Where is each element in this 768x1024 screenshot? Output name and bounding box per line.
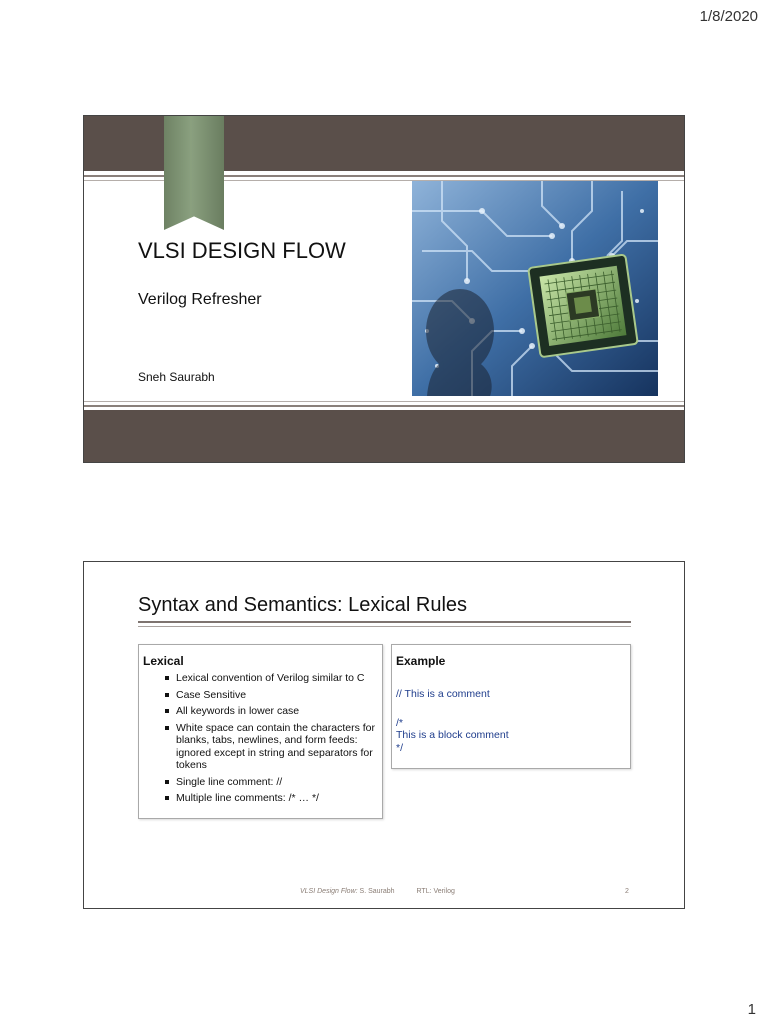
- list-item: Lexical convention of Verilog similar to C: [165, 672, 378, 685]
- lexical-heading: Lexical: [143, 654, 184, 668]
- list-item: All keywords in lower case: [165, 705, 378, 718]
- slide-subtitle: Verilog Refresher: [138, 291, 262, 308]
- title-rule: [138, 621, 631, 623]
- lexical-bullet-list: [143, 672, 378, 805]
- author-name: Sneh Saurabh: [138, 370, 215, 384]
- slide-footer: [300, 888, 455, 895]
- example-heading: Example: [396, 654, 446, 668]
- slide-title: VLSI DESIGN FLOW: [138, 238, 346, 263]
- title-slide: [83, 115, 685, 463]
- bookmark-ribbon: [164, 116, 224, 230]
- circuit-board-chip-icon: [412, 181, 658, 396]
- block-comment-text: This is a block comment: [396, 729, 509, 741]
- footer-course: VLSI Design Flow:: [300, 888, 358, 895]
- bottom-band: [84, 410, 684, 462]
- slide-page-number: 2: [625, 888, 629, 895]
- lexical-rules-slide: [83, 561, 685, 909]
- slide-title: Syntax and Semantics: Lexical Rules: [138, 594, 468, 616]
- block-comment-close: */: [396, 741, 404, 754]
- title-rule-thin: [138, 626, 631, 627]
- footer-author: S. Saurabh: [359, 888, 395, 895]
- page-date: 1/8/2020: [699, 8, 758, 25]
- lexical-box: [138, 644, 383, 819]
- example-box: [391, 644, 631, 769]
- list-item: Case Sensitive: [165, 689, 378, 702]
- line-comment-example: // This is a comment: [396, 688, 490, 700]
- bottom-rule-thin: [84, 401, 684, 402]
- list-item: Multiple line comments: /* … */: [165, 792, 378, 805]
- footer-topic: RTL: Verilog: [416, 888, 455, 895]
- page-number: 1: [747, 1001, 756, 1018]
- bottom-rule: [84, 405, 684, 407]
- list-item: Single line comment: //: [165, 776, 378, 789]
- block-comment-open: /*: [396, 716, 404, 729]
- list-item: White space can contain the characters for blanks, tabs, newlines, and form feeds: ignored except in string and separators for tokens: [165, 722, 378, 772]
